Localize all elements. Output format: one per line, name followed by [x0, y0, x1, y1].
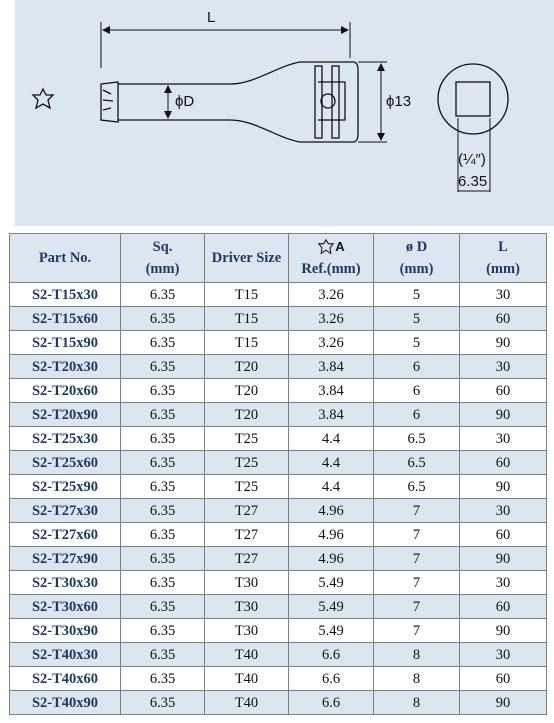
cell-driver-size: T20 [205, 379, 289, 403]
table-row [10, 403, 547, 427]
cell-sq: 6.35 [121, 499, 205, 523]
dim-label-quarter-inch: (¼″) [458, 151, 486, 168]
cell-part-no: S2-T30x30 [10, 571, 121, 595]
cell-sq: 6.35 [121, 331, 205, 355]
header-sq: Sq. (mm) [121, 234, 205, 283]
cell-a-ref: 4.96 [289, 547, 374, 571]
header-a-letter: A [335, 239, 345, 255]
header-a-ref: A Ref.(mm) [289, 234, 374, 283]
cell-a-ref: 3.26 [289, 307, 374, 331]
cell-l: 30 [460, 643, 547, 667]
cell-l: 90 [460, 331, 547, 355]
cell-driver-size: T15 [205, 331, 289, 355]
cell-l: 60 [460, 451, 547, 475]
cell-sq: 6.35 [121, 523, 205, 547]
cell-a-ref: 3.84 [289, 403, 374, 427]
cell-l: 30 [460, 427, 547, 451]
cell-driver-size: T15 [205, 283, 289, 307]
cell-d: 8 [374, 643, 460, 667]
table-row [10, 331, 547, 355]
cell-d: 6 [374, 403, 460, 427]
dim-label-l: L [207, 9, 216, 26]
cell-d: 6 [374, 379, 460, 403]
cell-sq: 6.35 [121, 475, 205, 499]
cell-a-ref: 6.6 [289, 691, 374, 715]
technical-drawing [15, 0, 554, 226]
torx-star-icon [317, 239, 335, 255]
cell-part-no: S2-T25x30 [10, 427, 121, 451]
spec-table [9, 233, 547, 715]
cell-d: 7 [374, 619, 460, 643]
cell-l: 90 [460, 547, 547, 571]
cell-part-no: S2-T15x30 [10, 283, 121, 307]
cell-sq: 6.35 [121, 283, 205, 307]
cell-driver-size: T40 [205, 667, 289, 691]
cell-a-ref: 3.84 [289, 355, 374, 379]
cell-d: 5 [374, 283, 460, 307]
cell-l: 30 [460, 283, 547, 307]
header-d: ø D (mm) [374, 234, 460, 283]
table-row [10, 499, 547, 523]
cell-l: 60 [460, 307, 547, 331]
cell-l: 90 [460, 475, 547, 499]
cell-d: 7 [374, 571, 460, 595]
dim-label-13: ϕ13 [386, 93, 412, 110]
table-row [10, 667, 547, 691]
cell-a-ref: 5.49 [289, 619, 374, 643]
cell-driver-size: T30 [205, 595, 289, 619]
cell-part-no: S2-T40x60 [10, 667, 121, 691]
cell-a-ref: 3.26 [289, 331, 374, 355]
cell-driver-size: T20 [205, 403, 289, 427]
cell-a-ref: 5.49 [289, 571, 374, 595]
phi-icon: ø [405, 239, 414, 255]
cell-a-ref: 4.4 [289, 451, 374, 475]
cell-d: 6 [374, 355, 460, 379]
cell-a-ref: 5.49 [289, 595, 374, 619]
cell-sq: 6.35 [121, 427, 205, 451]
cell-driver-size: T27 [205, 523, 289, 547]
dim-label-635: 6.35 [458, 173, 488, 190]
cell-a-ref: 4.96 [289, 499, 374, 523]
table-row [10, 451, 547, 475]
torx-star-icon [33, 89, 53, 108]
cell-l: 30 [460, 355, 547, 379]
cell-driver-size: T27 [205, 547, 289, 571]
cell-l: 90 [460, 403, 547, 427]
dim-label-d: ϕD [175, 93, 195, 110]
cell-l: 60 [460, 523, 547, 547]
socket-end-view [438, 64, 508, 134]
cell-sq: 6.35 [121, 355, 205, 379]
cell-part-no: S2-T20x90 [10, 403, 121, 427]
table-row [10, 307, 547, 331]
cell-part-no: S2-T30x60 [10, 595, 121, 619]
header-driver-size: Driver Size [205, 234, 289, 283]
cell-a-ref: 6.6 [289, 643, 374, 667]
cell-part-no: S2-T27x60 [10, 523, 121, 547]
cell-sq: 6.35 [121, 451, 205, 475]
cell-a-ref: 4.4 [289, 427, 374, 451]
table-row [10, 595, 547, 619]
cell-sq: 6.35 [121, 667, 205, 691]
cell-l: 90 [460, 619, 547, 643]
cell-sq: 6.35 [121, 595, 205, 619]
cell-sq: 6.35 [121, 547, 205, 571]
cell-d: 6.5 [374, 427, 460, 451]
cell-driver-size: T27 [205, 499, 289, 523]
cell-driver-size: T25 [205, 451, 289, 475]
cell-l: 30 [460, 571, 547, 595]
cell-part-no: S2-T27x90 [10, 547, 121, 571]
cell-d: 7 [374, 499, 460, 523]
cell-d: 7 [374, 547, 460, 571]
cell-a-ref: 4.96 [289, 523, 374, 547]
table-row [10, 283, 547, 307]
cell-part-no: S2-T15x60 [10, 307, 121, 331]
table-row [10, 547, 547, 571]
cell-l: 60 [460, 595, 547, 619]
cell-l: 30 [460, 499, 547, 523]
table-row [10, 619, 547, 643]
cell-driver-size: T40 [205, 643, 289, 667]
cell-a-ref: 6.6 [289, 667, 374, 691]
cell-l: 90 [460, 691, 547, 715]
cell-sq: 6.35 [121, 691, 205, 715]
cell-d: 7 [374, 595, 460, 619]
cell-d: 8 [374, 691, 460, 715]
cell-part-no: S2-T25x60 [10, 451, 121, 475]
cell-part-no: S2-T30x90 [10, 619, 121, 643]
table-row [10, 643, 547, 667]
table-row [10, 355, 547, 379]
table-row [10, 523, 547, 547]
cell-driver-size: T40 [205, 691, 289, 715]
cell-sq: 6.35 [121, 571, 205, 595]
cell-sq: 6.35 [121, 379, 205, 403]
cell-d: 5 [374, 307, 460, 331]
cell-driver-size: T30 [205, 571, 289, 595]
table-row [10, 379, 547, 403]
cell-driver-size: T20 [205, 355, 289, 379]
cell-part-no: S2-T15x90 [10, 331, 121, 355]
cell-a-ref: 3.26 [289, 283, 374, 307]
cell-d: 5 [374, 331, 460, 355]
cell-sq: 6.35 [121, 307, 205, 331]
bit-socket-diagram [15, 0, 554, 226]
cell-part-no: S2-T40x90 [10, 691, 121, 715]
cell-part-no: S2-T20x30 [10, 355, 121, 379]
cell-a-ref: 3.84 [289, 379, 374, 403]
bit-tip [101, 62, 358, 142]
cell-driver-size: T25 [205, 427, 289, 451]
cell-part-no: S2-T25x90 [10, 475, 121, 499]
cell-driver-size: T15 [205, 307, 289, 331]
table-header-row [10, 234, 547, 283]
table-row [10, 571, 547, 595]
cell-driver-size: T30 [205, 619, 289, 643]
table-row [10, 691, 547, 715]
cell-d: 7 [374, 523, 460, 547]
cell-part-no: S2-T40x30 [10, 643, 121, 667]
cell-sq: 6.35 [121, 403, 205, 427]
cell-d: 8 [374, 667, 460, 691]
table-row [10, 427, 547, 451]
cell-sq: 6.35 [121, 643, 205, 667]
table-row [10, 475, 547, 499]
cell-l: 60 [460, 379, 547, 403]
cell-l: 60 [460, 667, 547, 691]
cell-d: 6.5 [374, 475, 460, 499]
cell-sq: 6.35 [121, 619, 205, 643]
cell-a-ref: 4.4 [289, 475, 374, 499]
cell-driver-size: T25 [205, 475, 289, 499]
cell-d: 6.5 [374, 451, 460, 475]
header-part-no: Part No. [10, 234, 121, 283]
cell-part-no: S2-T20x60 [10, 379, 121, 403]
cell-part-no: S2-T27x30 [10, 499, 121, 523]
header-l: L (mm) [460, 234, 547, 283]
